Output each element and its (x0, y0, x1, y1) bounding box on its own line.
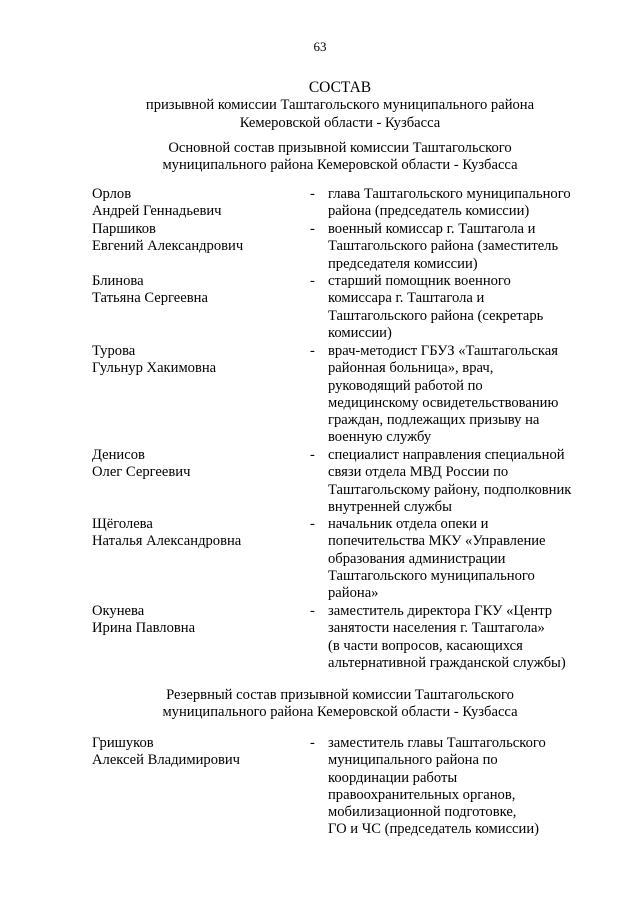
role-line: глава Таштагольского муниципального (328, 186, 571, 202)
role-line: Таштагольскому району, подполковник (328, 481, 572, 498)
reserve-heading-line-1: Резервный состав призывной комиссии Таштагольского (166, 687, 514, 703)
member-name (92, 221, 302, 256)
role-line: специалист направления специальной (328, 447, 565, 463)
role-line: начальник отдела опеки и (328, 516, 489, 532)
role-line: ГО и ЧС (председатель комиссии) (328, 821, 540, 838)
role-line: муниципального района по (328, 752, 498, 769)
member-name (92, 273, 302, 308)
member-surname: Орлов (92, 186, 132, 202)
role-line: попечительства МКУ «Управление (328, 533, 546, 550)
dash-separator: - (310, 343, 315, 359)
role-line: (в части вопросов, касающихся (328, 637, 523, 654)
dash-separator: - (310, 447, 315, 463)
role-line: Таштагольского района (секретарь (328, 307, 544, 324)
role-line: Таштагольского района (заместитель (328, 238, 559, 255)
title-line-2: Кемеровской области - Кузбасса (239, 114, 441, 131)
role-line: района (председатель комиссии) (328, 203, 530, 220)
member-surname: Денисов (92, 447, 145, 463)
member-surname: Щёголева (92, 516, 153, 532)
role-line: медицинскому освидетельствованию (328, 394, 559, 411)
role-line: врач-методист ГБУЗ «Таштагольская (328, 343, 558, 359)
member-given-name: Андрей Геннадьевич (92, 203, 222, 220)
member-role (328, 735, 593, 839)
member-role (328, 343, 593, 447)
role-line: военную службу (328, 429, 432, 446)
role-line: граждан, подлежащих призыву на (328, 412, 540, 429)
member-surname: Турова (92, 343, 136, 359)
dash-separator: - (310, 221, 315, 237)
member-given-name: Наталья Александровна (92, 533, 242, 550)
role-line: образования администрации (328, 550, 506, 567)
member-given-name: Татьяна Сергеевна (92, 290, 208, 307)
member-given-name: Евгений Александрович (92, 238, 244, 255)
role-line: руководящий работой по (328, 377, 483, 394)
role-line: района» (328, 585, 379, 602)
member-surname: Окунева (92, 603, 145, 619)
role-line: заместитель главы Таштагольского (328, 735, 546, 751)
title-main: СОСТАВ (308, 79, 372, 96)
role-line: военный комиссар г. Таштагола и (328, 221, 536, 237)
member-surname: Гришуков (92, 735, 154, 751)
role-line: связи отдела МВД России по (328, 464, 509, 481)
reserve-heading-line-2: муниципального района Кемеровской области - Кузбасса (162, 704, 518, 721)
role-line: мобилизационной подготовке, (328, 804, 517, 821)
main-heading-line-2: муниципального района Кемеровской области - Кузбасса (162, 157, 518, 174)
member-role (328, 447, 593, 516)
member-role (328, 516, 593, 602)
member-name (92, 603, 302, 638)
role-line: координации работы (328, 769, 458, 786)
member-name (92, 343, 302, 378)
dash-separator: - (310, 273, 315, 289)
member-role (328, 603, 593, 672)
document-title (40, 79, 640, 132)
role-line: Таштагольского муниципального (328, 567, 535, 584)
role-line: районная больница», врач, (328, 360, 494, 377)
page-number: 63 (313, 39, 327, 54)
member-given-name: Алексей Владимирович (92, 752, 241, 769)
member-given-name: Олег Сергеевич (92, 464, 191, 481)
member-given-name: Гульнур Хакимовна (92, 360, 217, 377)
role-line: комиссии) (328, 324, 392, 341)
dash-separator: - (310, 186, 315, 202)
main-heading-line-1: Основной состав призывной комиссии Таштагольского (168, 140, 512, 156)
dash-separator: - (310, 516, 315, 532)
role-line: председателя комиссии) (328, 255, 478, 272)
member-name (92, 447, 302, 482)
member-name (92, 735, 302, 770)
member-name (92, 516, 302, 551)
member-role (328, 273, 593, 342)
member-role (328, 221, 593, 273)
dash-separator: - (310, 603, 315, 619)
member-name (92, 186, 302, 221)
member-given-name: Ирина Павловна (92, 620, 196, 637)
role-line: заместитель директора ГКУ «Центр (328, 603, 553, 619)
role-line: комиссара г. Таштагола и (328, 290, 485, 307)
dash-separator: - (310, 735, 315, 751)
role-line: занятости населения г. Таштагола» (328, 620, 545, 637)
role-line: альтернативной гражданской службы) (328, 654, 566, 671)
member-surname: Паршиков (92, 221, 156, 237)
role-line: внутренней службы (328, 498, 452, 515)
role-line: старший помощник военного (328, 273, 511, 289)
reserve-section-heading (40, 687, 640, 722)
role-line: правоохранительных органов, (328, 786, 516, 803)
title-line-1: призывной комиссии Таштагольского муниципального района (145, 97, 535, 113)
main-section-heading (40, 140, 640, 175)
member-role (328, 186, 593, 221)
member-surname: Блинова (92, 273, 144, 289)
